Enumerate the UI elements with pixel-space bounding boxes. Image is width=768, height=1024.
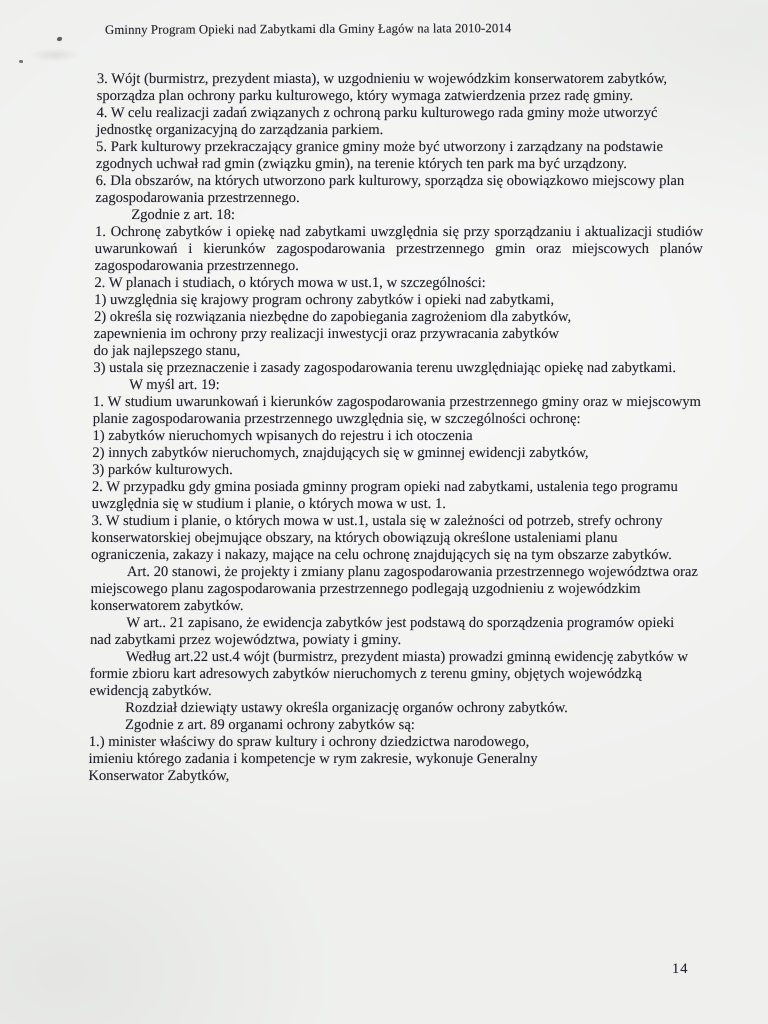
paragraph-art18-ust2-pkt2: 2) określa się rozwiązania niezbędne do zapobiegania zagrożeniom dla zabytków, zapewnienia im ochrony przy realizacji inwestycji oraz przywracania zabytków do jak najlepszego stanu, [93, 309, 572, 359]
paragraph-art19-ust1: 1. W studium uwarunkowań i kierunków zagospodarowania przestrzennego gminy oraz w miejscowym planie zagospodarowania przestrzennego uwzględnia się, w szczególności ochronę: [92, 394, 702, 427]
paragraph-point-6: 6. Dla obszarów, na których utworzono park kulturowy, sporządza się obowiązkowo miejscowy plan zagospodarowania przestrzennego. [95, 173, 685, 206]
paragraph-art18-ust2: 2. W planach i studiach, o których mowa w ust.1, w szczególności: [94, 275, 486, 291]
paper-crease [28, 48, 80, 62]
paragraph-art18-ust2-pkt3: 3) ustala się przeznaczenie i zasady zagospodarowania terenu uwzględniając opiekę nad zabytkami. [93, 360, 677, 376]
paragraph-point-4: 4. W celu realizacji zadań związanych z ochroną parku kulturowego rada gminy może utworzyć jednostkę organizacyjną do zarządzania parkiem. [96, 105, 658, 138]
paragraph-point-3: 3. Wójt (burmistrz, prezydent miasta), w uzgodnieniu w wojewódzkim konserwatorem zabytków, sporządza plan ochrony parku kulturowego, który wymaga zatwierdzenia przez radę gminy. [96, 71, 668, 104]
scan-speck [57, 37, 62, 41]
heading-art-19: W myśl art. 19: [129, 377, 220, 393]
paragraph-art89-pkt1: 1.) minister właściwy do spraw kultury i ochrony dziedzictwa narodowego, imieniu którego zadania i kompetencje w rym zakresie, wykonuje Generalny Konserwator Zabytków, [88, 734, 538, 784]
paragraph-art19-ust1-pkt1: 1) zabytków nieruchomych wpisanych do rejestru i ich otoczenia [92, 428, 473, 444]
paragraph-art19-ust1-pkt3: 3) parków kulturowych. [92, 462, 233, 478]
page-number: 14 [672, 961, 689, 977]
paragraph-art18-ust2-pkt1: 1) uwzględnia się krajowy program ochrony zabytków i opieki nad zabytkami, [94, 292, 555, 308]
heading-art-18: Zgodnie z art. 18: [131, 207, 236, 223]
paragraph-art19-ust3: 3. W studium i planie, o których mowa w ust.1, ustala się w zależności od potrzeb, strefy ochrony konserwatorskiej obejmujące obszary, na których obowiązują określone ustaleniami planu ograniczenia, zakazy i nakazy, mające na celu ochronę znajdujących się na tym obszarze zabytków. [90, 513, 672, 563]
paragraph-art22: Według art.22 ust.4 wójt (burmistrz, prezydent miasta) prowadzi gminną ewidencję zabytków w formie zbioru kart adresowych zabytków nieruchomych z terenu gminy, objętych wojewódzką ewidencją zabytków. [89, 649, 689, 699]
running-header: Gminny Program Opieki nad Zabytkami dla Gminy Łagów na lata 2010-2014 [104, 21, 512, 37]
document-body [88, 71, 705, 785]
paragraph-point-5: 5. Park kulturowy przekraczający granice gminy może być utworzony i zarządzany na podstawie zgodnych uchwał rad gmin (związku gmin), na terenie których ten park ma być urządzony. [95, 139, 664, 172]
paragraph-art19-ust1-pkt2: 2) innych zabytków nieruchomych, znajdujących się w gminnej ewidencji zabytków, [92, 445, 589, 461]
paragraph-art21: W art.. 21 zapisano, że ewidencja zabytków jest podstawą do sporządzenia programów opieki nad zabytkami przez województwa, powiaty i gminy. [89, 615, 675, 648]
paragraph-rozdzial-9: Rozdział dziewiąty ustawy określa organizację organów ochrony zabytków. [125, 700, 568, 716]
paragraph-art19-ust2: 2. W przypadku gdy gmina posiada gminny program opieki nad zabytkami, ustalenia tego programu uwzględnia się w studium i planie, o których mowa w ust. 1. [91, 479, 678, 512]
paragraph-art18-ust1: 1. Ochronę zabytków i opiekę nad zabytkami uwzględnia się przy sporządzaniu i aktualizacji studiów uwarunkowań i kierunków zagospodarowania przestrzennego gmin oraz miejscowych planów zagospodarowania przestrzennego. [94, 224, 704, 274]
paragraph-art20: Art. 20 stanowi, że projekty i zmiany planu zagospodarowania przestrzennego województwa oraz miejscowego planu zagospodarowania przestrzennego podlegają uzgodnieniu z wojewódzkim konserwatorem zabytków. [90, 564, 698, 614]
scan-speck [19, 60, 23, 63]
heading-art-89: Zgodnie z art. 89 organami ochrony zabytków są: [124, 717, 416, 733]
